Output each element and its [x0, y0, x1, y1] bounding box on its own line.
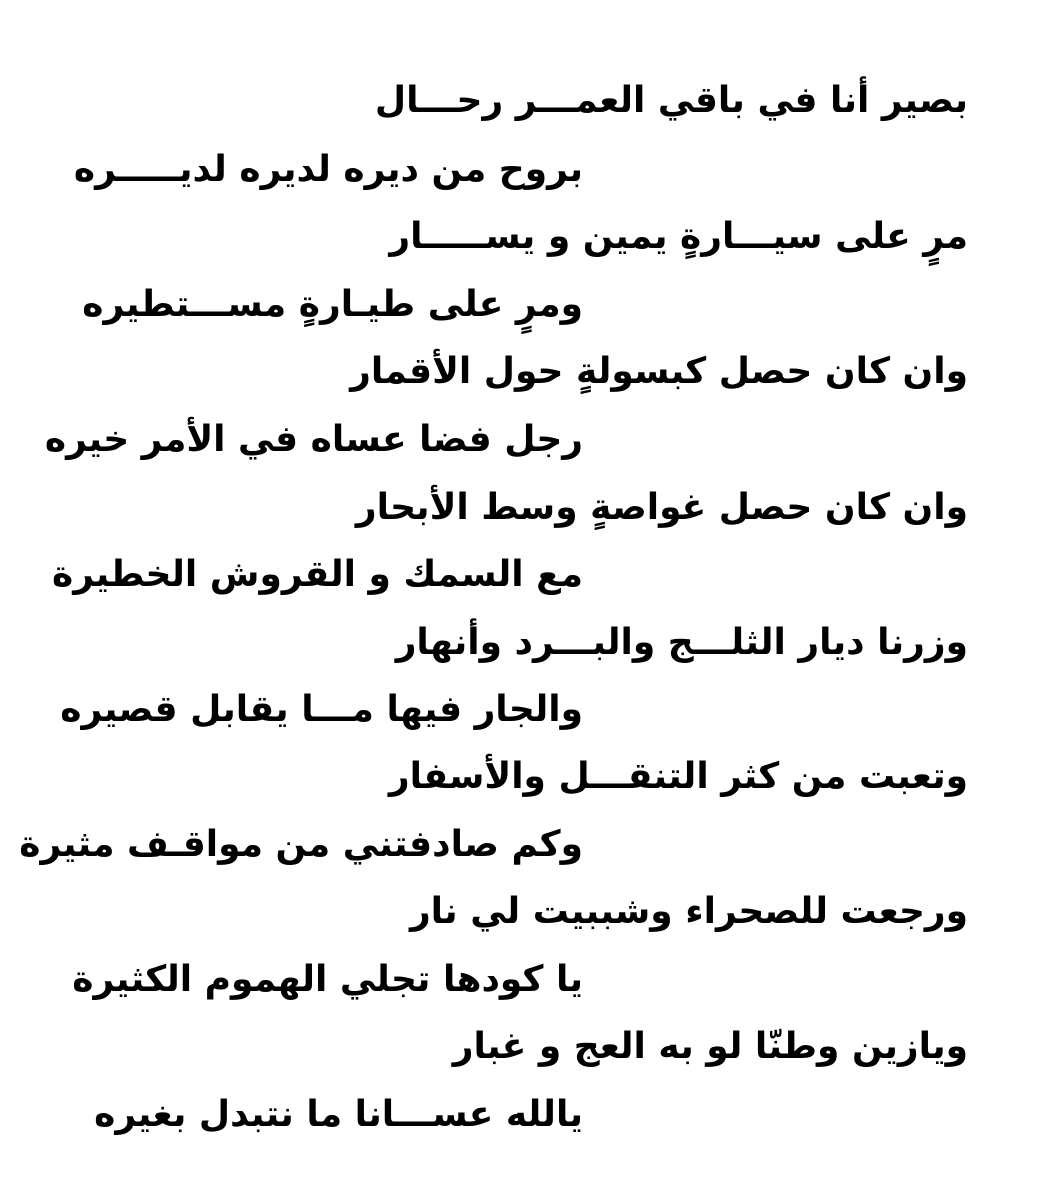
- poem-line: يالله عســـانا ما نتبدل بغيره: [94, 1094, 583, 1135]
- poem-line: بصير أنا في باقي العمـــر رحـــال: [374, 80, 968, 121]
- poem-line: مع السمك و القروش الخطيرة: [52, 554, 583, 595]
- poem-line: ورجعت للصحراء وشببيت لي نار: [409, 891, 968, 932]
- poem-line: وان كان حصل غواصةٍ وسط الأبحار: [355, 487, 968, 528]
- poem-line: وتعبت من كثر التنقـــل والأسفار: [388, 756, 968, 797]
- poem-line: وزرنا ديار الثلـــج والبـــرد وأنهار: [395, 622, 968, 663]
- poem-line: يا كودها تجلي الهموم الكثيرة: [72, 959, 583, 1000]
- poem-line: وكم صادفتني من مواقـف مثيرة: [19, 824, 583, 865]
- poem-line: رجل فضا عساه في الأمر خيره: [44, 419, 583, 460]
- poem-line: والجار فيها مـــا يقابل قصيره: [60, 689, 583, 730]
- poem-line: ويازين وطنّا لو به العج و غبار: [452, 1026, 968, 1067]
- poem-line: وان كان حصل كبسولةٍ حول الأقمار: [350, 351, 968, 392]
- poem-line: مرٍ على سيـــارةٍ يمين و يســـــار: [389, 216, 968, 257]
- poem-line: بروح من ديره لديره لديـــــره: [73, 149, 583, 190]
- poem-line: ومرٍ على طيـارةٍ مســـتطيره: [82, 284, 583, 325]
